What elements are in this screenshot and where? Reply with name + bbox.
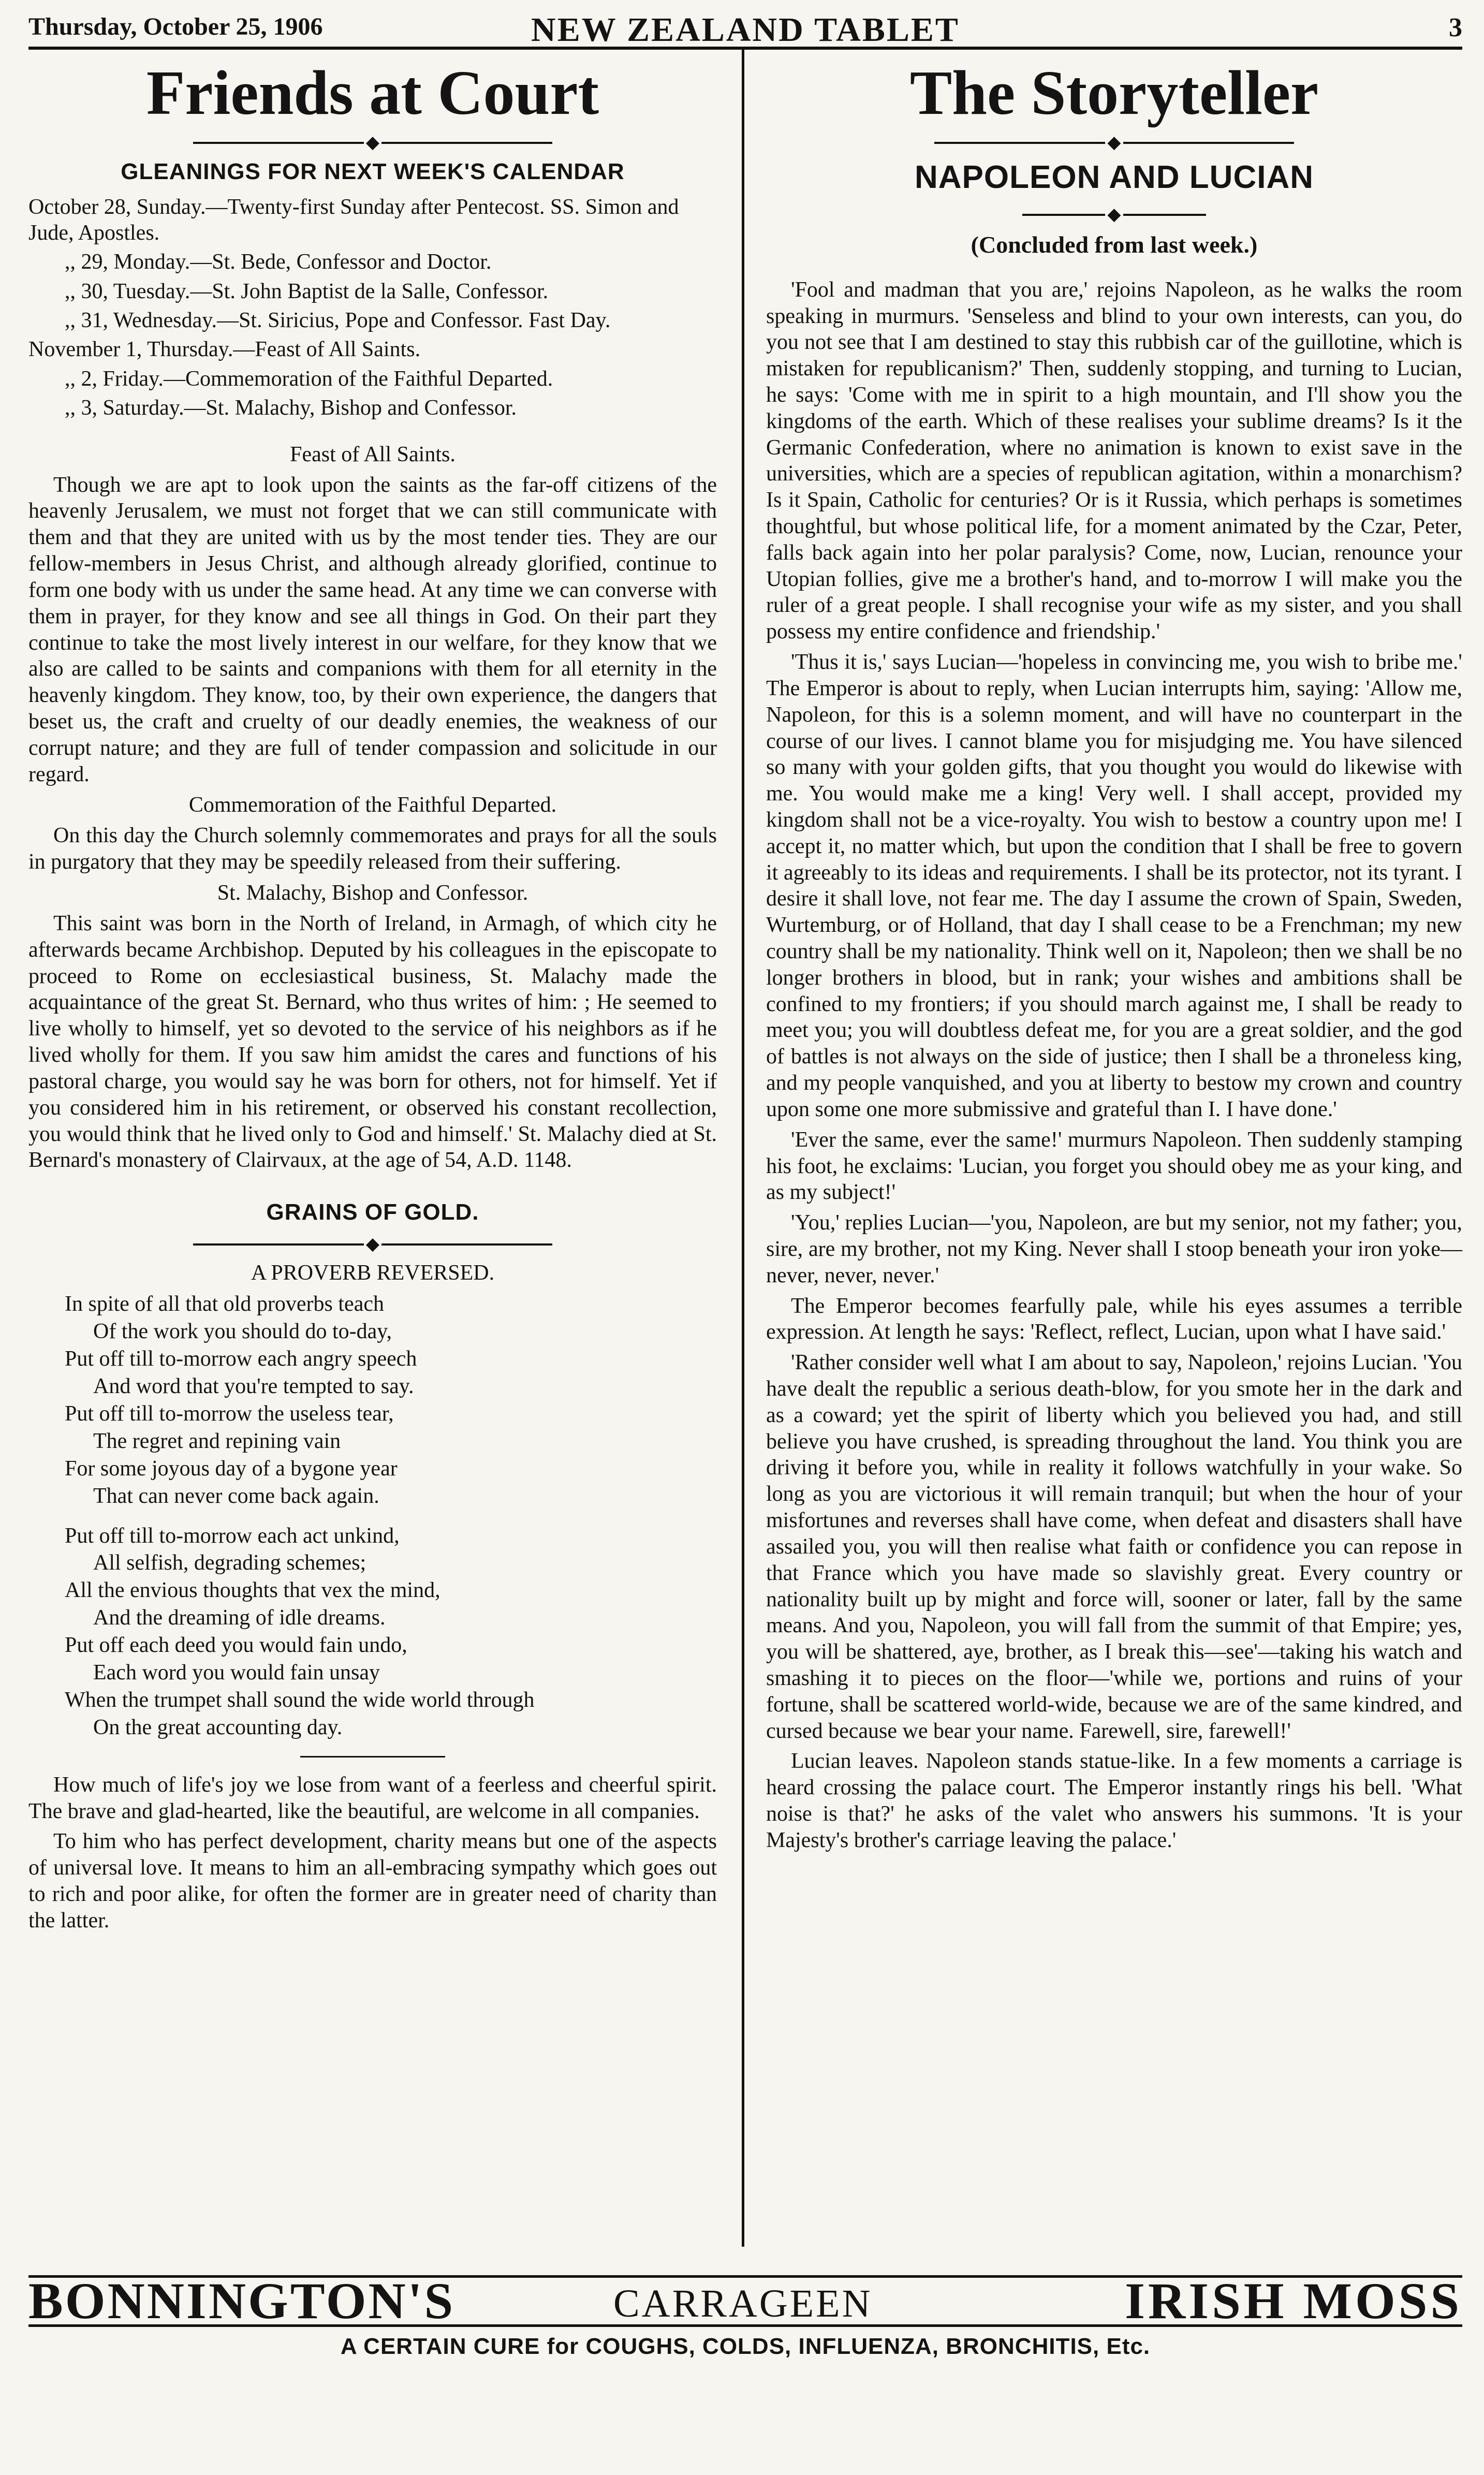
- ad-product-secondary: IRISH MOSS: [1125, 2272, 1462, 2330]
- calendar-entry: ,, 29, Monday.—St. Bede, Confessor and Doctor.: [65, 250, 492, 274]
- story-paragraph: 'You,' replies Lucian—'you, Napoleon, are but my senior, not my father; you, sire, are my brother, not my King. Never shall I stoop beneath your iron yoke—never, never, never.': [766, 1211, 1462, 1287]
- continued-note: (Concluded from last week.): [971, 231, 1258, 258]
- ornament-divider: ◆: [28, 1235, 717, 1253]
- calendar-entry: ,, 31, Wednesday.—St. Siricius, Pope and Confessor. Fast Day.: [65, 309, 611, 333]
- issue-date: Thursday, October 25, 1906: [28, 13, 323, 40]
- malachy-title: St. Malachy, Bishop and Confessor.: [217, 881, 528, 905]
- grains-heading: GRAINS OF GOLD.: [266, 1199, 479, 1225]
- calendar-list: [28, 194, 717, 421]
- ornament-divider: ◆: [28, 133, 717, 151]
- story-paragraph: 'Fool and madman that you are,' rejoins Napoleon, as he walks the room speaking in murmurs. 'Senseless and blind to your own interests, can you, do you not see that I am destined to stay this rubbish car of the guillotine, which is mistaken for republicanism?' Then, suddenly stopping, and turning to Lucian, he says: 'Come with me in spirit to a high mountain, and I'll show you the kingdoms of the earth. Which of these realises your sublime dreams? Is it the Germanic Confederation, where no animation is known to exist save in the universities, which are a species of republican agitation, within a monarchism? Is it Spain, Catholic for centuries? Or is it Russia, which perhaps is sometimes thoughtful, but whose political life, for a moment animated by the Czar, Peter, falls back again into her polar paralysis? Come, now, Lucian, renounce your Utopian follies, give me a brother's hand, and to-morrow I will make you the ruler of a great people. I shall recognise your wife as my sister, and you shall possess my entire confidence and friendship.': [766, 277, 1462, 644]
- page-number: 3: [1449, 13, 1462, 42]
- calendar-entry: ,, 3, Saturday.—St. Malachy, Bishop and Confessor.: [65, 396, 517, 420]
- ad-product: CARRAGEEN: [613, 2282, 873, 2325]
- ornament-divider: ◆: [766, 133, 1462, 151]
- newspaper-title: NEW ZEALAND TABLET: [531, 11, 960, 49]
- story-paragraph: 'Rather consider well what I am about to say, Napoleon,' rejoins Lucian. 'You have dealt the republic a serious death-blow, for you smote her in the dark and as a coward; yet the spirit of liberty which you believed you had, and still believe you have crushed, is spreading throughout the land. You think you are driving it before you, while in reality it follows watchfully in your wake. So long as you are victorious it will remain tranquil; but when the hour of your misfortunes and reverses shall have come, when defeat and disasters shall have assailed you, you will then realise what faith or confidence you can repose in that France which you have made so slavishly great. Every country or nationality built up by might and force will, sooner or later, fall by the same means. And you, Napoleon, you will fall from the summit of that Empire; yes, you will be shattered, aye, brother, as I break this—see'—taking his watch and smashing it to pieces on the floor—'while we, portions and ruins of your fortune, shall be scattered world-wide, because we are of the same kindred, and cursed because we bear your name. Farewell, sire, farewell!': [766, 1351, 1462, 1743]
- calendar-entry: ,, 2, Friday.—Commemoration of the Faithful Departed.: [65, 367, 553, 391]
- feast-title: Feast of All Saints.: [290, 442, 456, 466]
- joy-paragraph: How much of life's joy we lose from want of a feerless and cheerful spirit. The brave and glad-hearted, like the beautiful, are welcome in all companies.: [28, 1773, 717, 1823]
- calendar-entry: ,, 30, Tuesday.—St. John Baptist de la Salle, Confessor.: [65, 279, 549, 303]
- column-rule: [742, 49, 744, 2247]
- story-paragraph: 'Ever the same, ever the same!' murmurs Napoleon. Then suddenly stamping his foot, he exclaims: 'Lucian, you forget you should obey me as your king, and as my subject!': [766, 1127, 1462, 1205]
- charity-paragraph: To him who has perfect development, charity means but one of the aspects of universal love. It means to him an all-embracing sympathy which goes out to rich and poor alike, for often the former are in greater need of charity than the latter.: [28, 1829, 717, 1932]
- right-column: [766, 57, 1462, 1858]
- calendar-heading: GLEANINGS FOR NEXT WEEK'S CALENDAR: [121, 158, 625, 184]
- poem-stanza: In spite of all that old proverbs teach Of the work you should do to-day, Put off till to-morrow each angry speech And word that you're tempted to say. Put off till to-morrow the useless tear, The regret and repining vain For some joyous day of a bygone year That can never come back again.: [65, 1292, 417, 1508]
- friends-at-court-title: Friends at Court: [146, 58, 599, 128]
- story-title: NAPOLEON AND LUCIAN: [914, 159, 1314, 195]
- poem-stanza: Put off till to-morrow each act unkind, All selfish, degrading schemes; All the envious thoughts that vex the mind, And the dreaming of idle dreams. Put off each deed you would fain undo, Each word you would fain unsay When the trumpet shall sound the wide world through On the great accounting day.: [65, 1524, 535, 1739]
- story-paragraph: The Emperor becomes fearfully pale, while his eyes assumes a terrible expression. At length he says: 'Reflect, reflect, Lucian, upon what I have said.': [766, 1294, 1462, 1344]
- storyteller-title: The Storyteller: [909, 58, 1319, 128]
- malachy-text: This saint was born in the North of Ireland, in Armagh, of which city he afterwards became Archbishop. Deputed by his colleagues in the episcopate to proceed to Rome on ecclesiastical business, St. Malachy made the acquaintance of the great St. Bernard, who thus writes of him: ; He seemed to live wholly to himself, yet so devoted to the service of his neighbors as if he lived wholly for them. If you saw him amidst the cares and functions of his pastoral charge, you would say he was born for others, not for himself. Yet if you considered him in his retirement, or observed his constant recollection, you would think that he lived only to God and himself.' St. Malachy died at St. Bernard's monastery of Clairvaux, at the age of 54, A.D. 1148.: [28, 912, 717, 1173]
- story-paragraph: 'Thus it is,' says Lucian—'hopeless in convincing me, you wish to bribe me.' The Emperor is about to reply, when Lucian interrupts him, saying: 'Allow me, Napoleon, for this is a solemn moment, and will have no counterpart in the course of our lives. I cannot blame you for misjudging me. You have silenced so many with your golden gifts, that you thought you would do likewise with me. You would make me a king! Very well. I shall accept, provided my kingdom shall not be a vice-royalty. You wish to bestow a country upon me! I accept it, no matter which, but upon the condition that I shall be free to govern it agreeably to its ideas and requirements. I shall be its protector, not its tyrant. I desire it shall love, not fear me. The day I assume the crown of Spain, Sweden, Wurtemburg, or of Holland, that day I shall cease to be a Frenchman; my new country shall be my nationality. Think well on it, Napoleon; then we shall be no longer brothers in blood, but in rank; your wishes and ambitions shall be confined to my frontiers; if you should march against me, I shall be ready to meet you; you will doubtless defeat me, for you are a great soldier, and the god of battles is not always on the side of justice; then I shall be a throneless king, and my people vanquished, and you at liberty to bestow my crown and country upon some one more submissive and grateful than I. I have done.': [766, 650, 1462, 1121]
- left-column: [28, 57, 717, 1938]
- ad-brand-name: BONNINGTON'S: [28, 2272, 456, 2330]
- ad-tagline: A CERTAIN CURE for COUGHS, COLDS, INFLUENZA, BRONCHITIS, Etc.: [340, 2334, 1151, 2359]
- calendar-entry: October 28, Sunday.—Twenty-first Sunday after Pentecost. SS. Simon and Jude, Apostles.: [28, 195, 679, 245]
- advertisement-banner: [28, 2272, 1462, 2330]
- story-paragraph: Lucian leaves. Napoleon stands statue-like. In a few moments a carriage is heard crossing the palace court. The Emperor instantly rings his bell. 'What noise is that?' he asks of the valet who answers his summons. 'It is your Majesty's brother's carriage leaving the palace.': [766, 1749, 1462, 1852]
- commemoration-title: Commemoration of the Faithful Departed.: [188, 793, 557, 817]
- commemoration-text: On this day the Church solemnly commemorates and prays for all the souls in purgatory that they may be speedily released from their suffering.: [28, 824, 717, 874]
- calendar-entry: November 1, Thursday.—Feast of All Saints.: [28, 338, 421, 362]
- masthead: [28, 10, 1462, 50]
- ornament-divider: ◆: [766, 205, 1462, 224]
- poem-title: A PROVERB REVERSED.: [251, 1261, 495, 1285]
- feast-text: Though we are apt to look upon the saints as the far-off citizens of the heavenly Jerusalem, we must not forget that we can still communicate with them and that they are united with us by the most tender ties. They are our fellow-members in Jesus Christ, and although already glorified, continue to form one body with us under the same head. At any time we can converse with them in prayer, for they know and see all things in God. On their part they continue to take the most lively interest in our welfare, for they know that we also are called to be saints and companions with them for all eternity in the heavenly kingdom. They know, too, by their own experience, the dangers that beset us, the craft and cruelty of our deadly enemies, the weakness of our corrupt nature; and they are full of tender compassion and solicitude in our regard.: [28, 473, 717, 786]
- section-divider: [300, 1756, 445, 1758]
